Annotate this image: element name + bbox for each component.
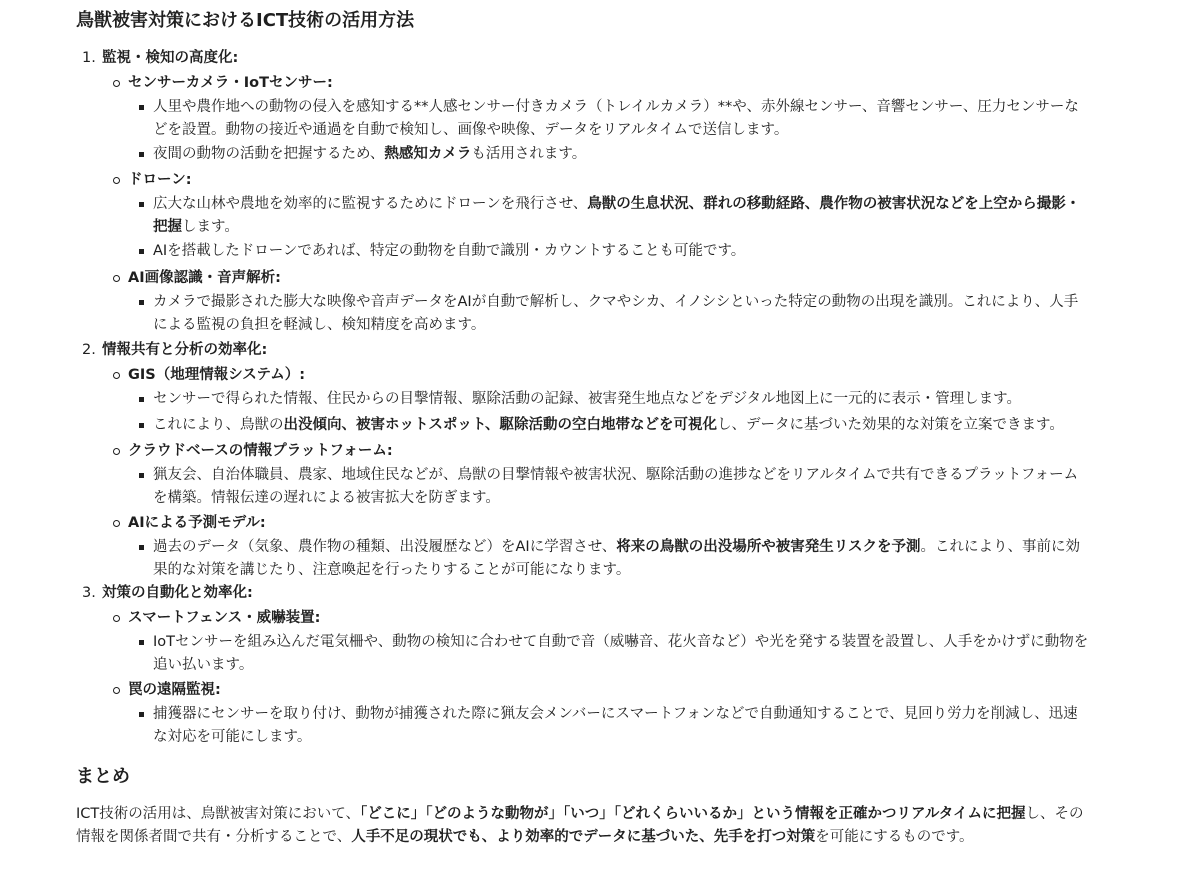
summary-text: 情報を関係者間で共有・分析することで、人手不足の現状でも、より効率的でデータに基づいた、先手を打つ対策を可能にするものです。 [76,829,974,845]
subsection-heading: 罠の遠隔監視: [128,682,221,698]
list-item-text: 広大な山林や農地を効率的に監視するためにドローンを飛行させ、鳥獣の生息状況、群れの移動経路、農作物の被害状況などを上空から撮影・ [153,196,1081,212]
circle-bullet-icon [113,520,120,527]
section-heading: 2. 情報共有と分析の効率化: [82,342,268,358]
circle-bullet-icon [113,372,120,379]
list-item-text: センサーで得られた情報、住民からの目撃情報、駆除活動の記録、被害発生地点などをデジタル地図上に一元的に表示・管理します。 [153,391,1021,407]
list-item-text: AIを搭載したドローンであれば、特定の動物を自動で識別・カウントすることも可能です。 [153,243,746,259]
square-bullet-icon [139,640,144,645]
list-item-text: による監視の負担を軽減し、検知精度を高めます。 [153,317,486,333]
list-item-text: を構築。情報伝達の遅れによる被害拡大を防ぎます。 [153,490,500,506]
summary-text: ICT技術の活用は、鳥獣被害対策において、「どこに」「どのような動物が」「いつ」「どれくらいいるか」という情報を正確かつリアルタイムに把握し、その [76,806,1084,822]
square-bullet-icon [139,397,144,402]
list-item-text: 人里や農作地への動物の侵入を感知する**人感センサー付きカメラ（トレイルカメラ）**や、赤外線センサー、音響センサー、圧力センサーな [153,99,1079,115]
list-item-text: IoTセンサーを組み込んだ電気柵や、動物の検知に合わせて自動で音（威嚇音、花火音など）や光を発する装置を設置し、人手をかけずに動物を [153,634,1089,650]
subsection-heading: クラウドベースの情報プラットフォーム: [128,443,393,459]
circle-bullet-icon [113,80,120,87]
square-bullet-icon [139,423,144,428]
list-item-text: 夜間の動物の活動を把握するため、熱感知カメラも活用されます。 [153,146,587,162]
list-item-text: 過去のデータ（気象、農作物の種類、出没履歴など）をAIに学習させ、将来の鳥獣の出没場所や被害発生リスクを予測。これにより、事前に効 [153,539,1080,555]
square-bullet-icon [139,249,144,254]
list-item-text: どを設置。動物の接近や通過を自動で検知し、画像や映像、データをリアルタイムで送信します。 [153,122,789,138]
section-heading: 3. 対策の自動化と効率化: [82,585,253,601]
subsection-heading: AI画像認識・音声解析: [128,270,281,286]
square-bullet-icon [139,105,144,110]
list-item-text: 把握します。 [153,219,239,235]
subsection-heading: GIS（地理情報システム）: [128,367,306,383]
summary-heading: まとめ [76,766,130,787]
circle-bullet-icon [113,448,120,455]
list-item-text: これにより、鳥獣の出没傾向、被害ホットスポット、駆除活動の空白地帯などを可視化し、データに基づいた効果的な対策を立案できます。 [153,417,1064,433]
list-item-text: な対応を可能にします。 [153,729,312,745]
square-bullet-icon [139,300,144,305]
circle-bullet-icon [113,275,120,282]
page-title: 鳥獣被害対策におけるICT技術の活用方法 [76,10,415,31]
subsection-heading: AIによる予測モデル: [128,515,266,531]
list-item-text: 捕獲器にセンサーを取り付け、動物が捕獲された際に猟友会メンバーにスマートフォンなどで自動通知することで、見回り労力を削減し、迅速 [153,706,1078,722]
list-item-text: 果的な対策を講じたり、注意喚起を行ったりすることが可能になります。 [153,562,631,578]
circle-bullet-icon [113,177,120,184]
subsection-heading: センサーカメラ・IoTセンサー: [128,75,333,91]
subsection-heading: スマートフェンス・威嚇装置: [128,610,321,626]
square-bullet-icon [139,202,144,207]
square-bullet-icon [139,545,144,550]
list-item-text: カメラで撮影された膨大な映像や音声データをAIが自動で解析し、クマやシカ、イノシシといった特定の動物の出現を識別。これにより、人手 [153,294,1079,310]
section-heading: 1. 監視・検知の高度化: [82,50,239,66]
circle-bullet-icon [113,687,120,694]
circle-bullet-icon [113,615,120,622]
list-item-text: 猟友会、自治体職員、農家、地域住民などが、鳥獣の目撃情報や被害状況、駆除活動の進捗などをリアルタイムで共有できるプラットフォーム [153,467,1079,483]
square-bullet-icon [139,473,144,478]
square-bullet-icon [139,152,144,157]
subsection-heading: ドローン: [128,172,192,188]
list-item-text: 追い払います。 [153,657,254,673]
square-bullet-icon [139,712,144,717]
